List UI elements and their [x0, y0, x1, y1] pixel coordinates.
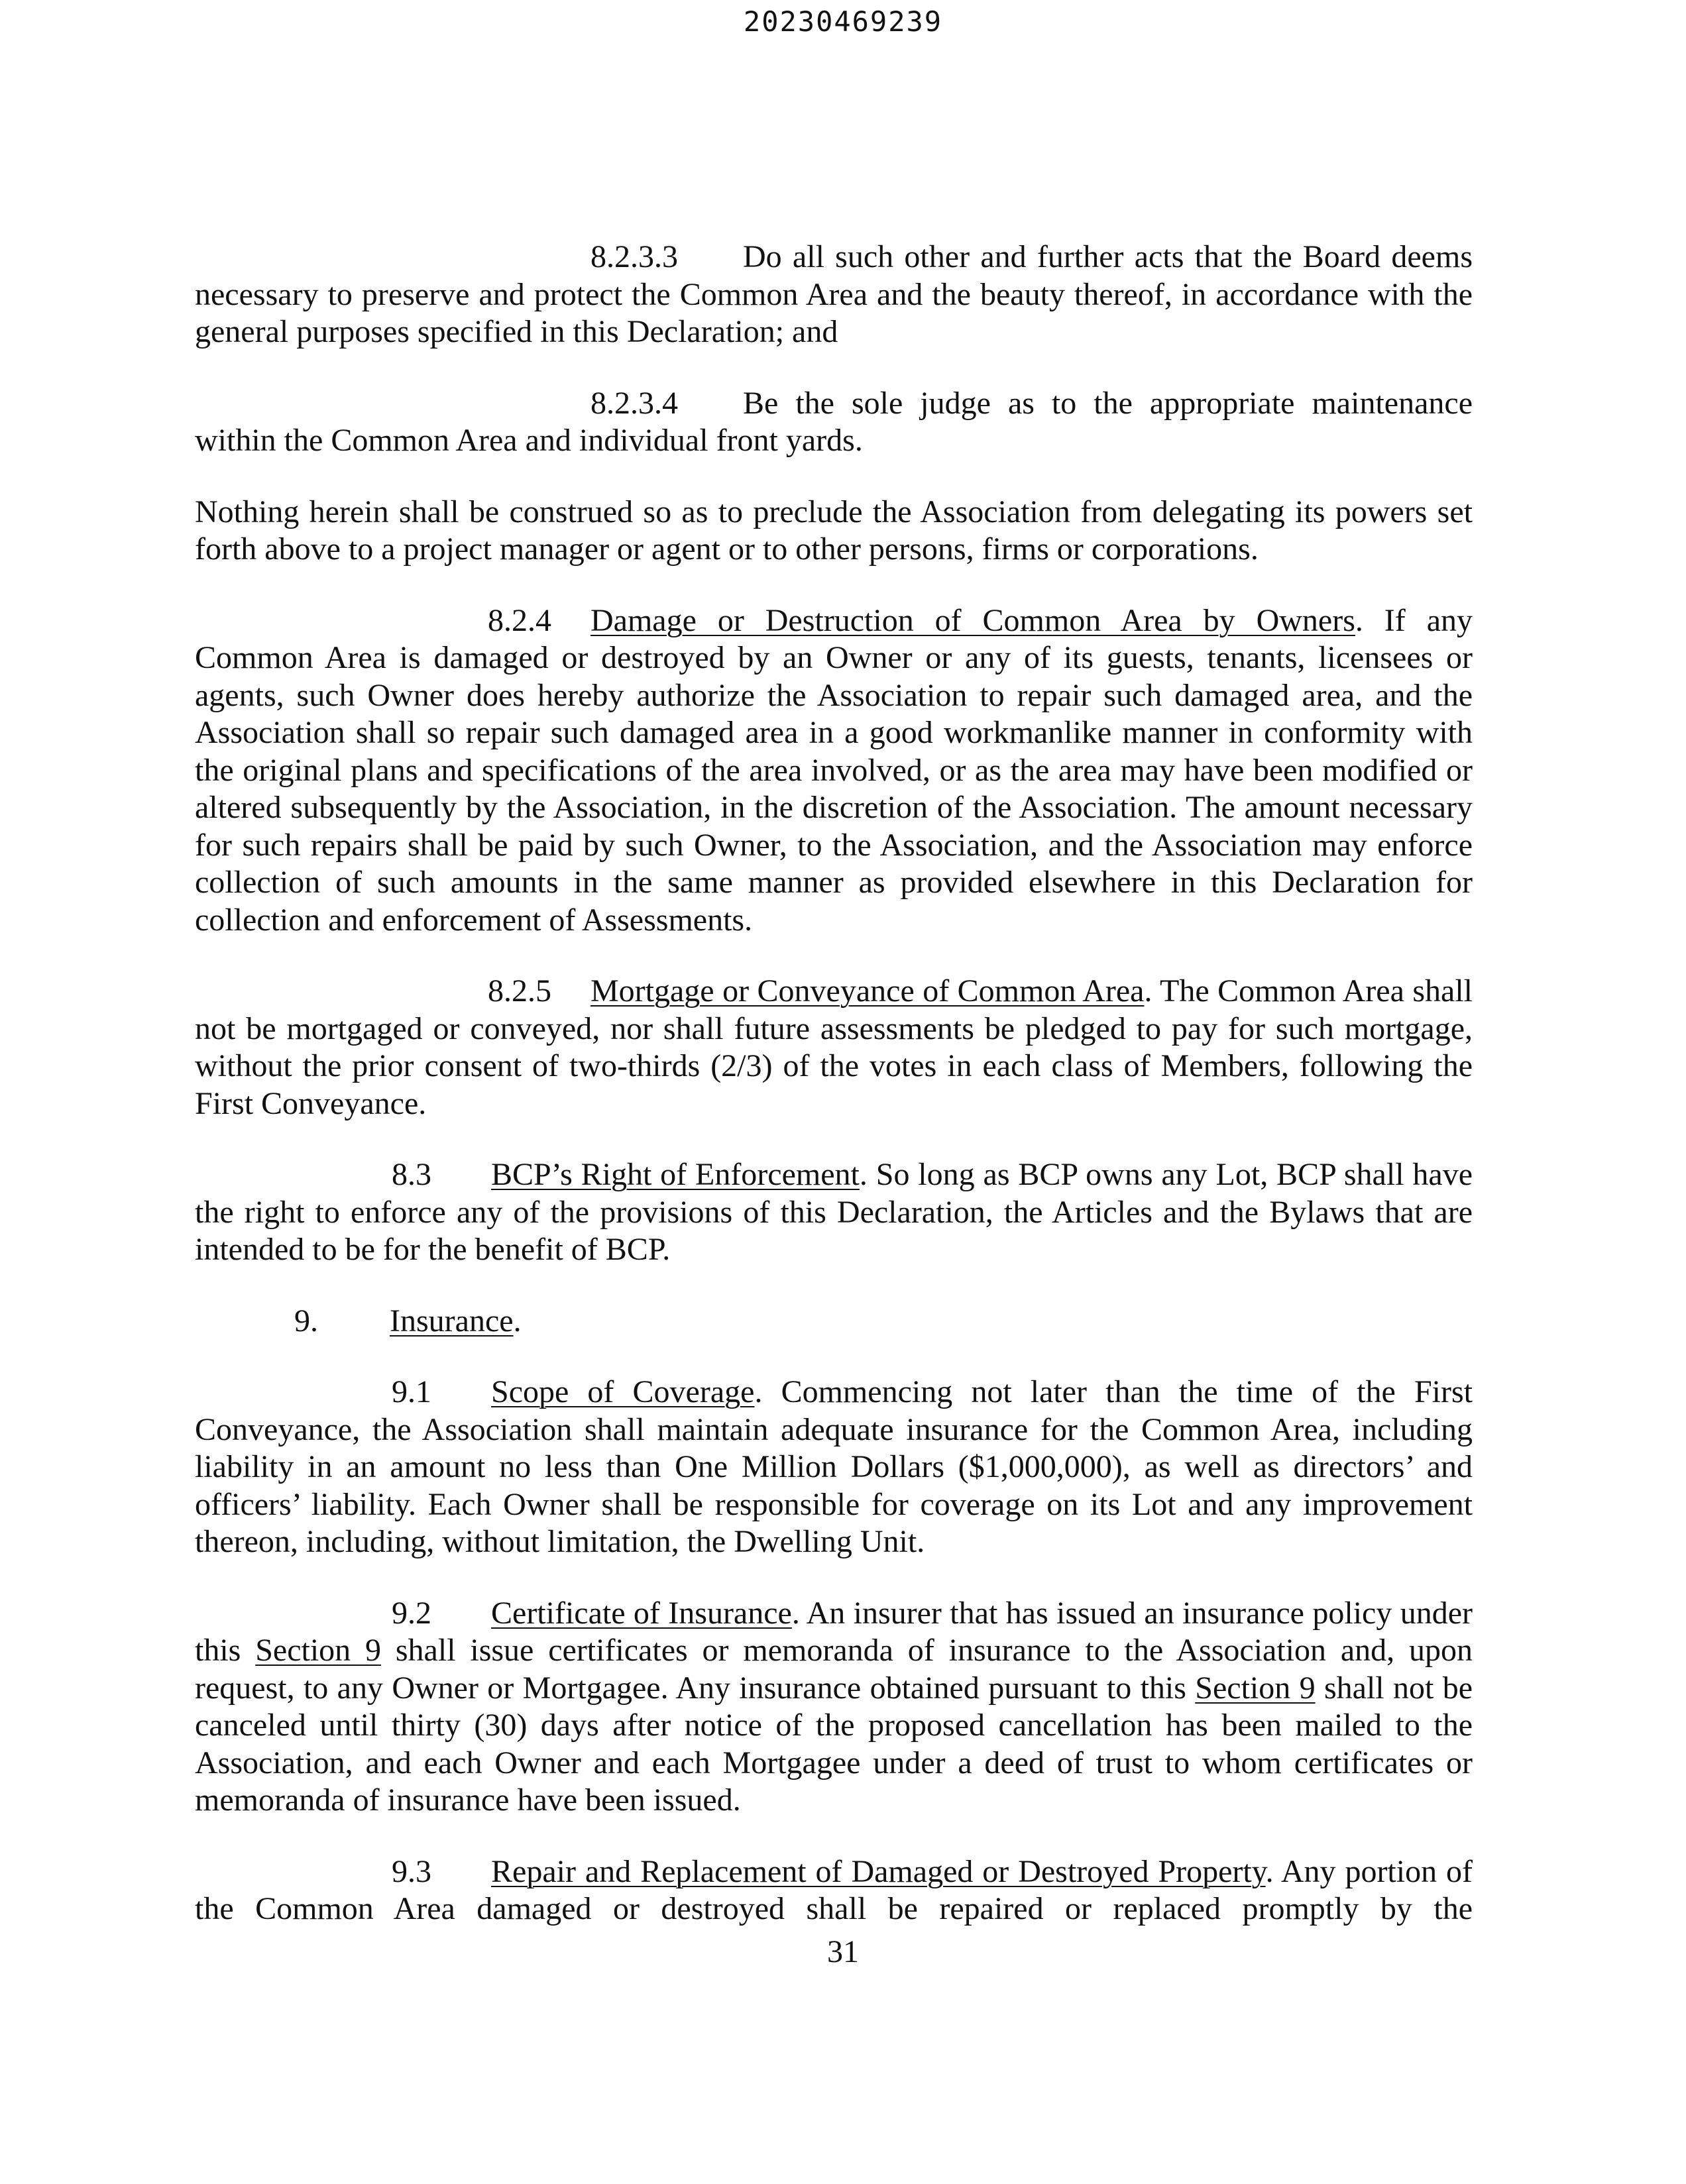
paragraph-text: . Commencing not later than the time of the First Conveyance, the Association shall maintain adequate insurance for the Common Area, including liability in an amount no less than One Million Dollars ($1,000,000), as well as directors’ and officers’ liability. Each Owner shall be responsible for coverage on its Lot and any improvement thereon, including, without limitation, the Dwelling Unit.: [195, 1374, 1473, 1559]
section-number: 8.2.5: [488, 973, 551, 1009]
section-number: 9.: [294, 1303, 318, 1338]
paragraph-text: . If any Common Area is damaged or destroyed by an Owner or any of its guests, tenants, licensees or agents, such Owner does hereby authorize the Association to repair such damaged area, and the Association shall so repair such damaged area in a good workmanlike manner in conformity with the original plans and specifications of the area involved, or as the area may have been modified or altered subsequently by the Association, in the discretion of the Association. The amount necessary for such repairs shall be paid by such Owner, to the Association, and the Association may enforce collection of such amounts in the same manner as provided elsewhere in this Declaration for collection and enforcement of Assessments.: [195, 602, 1473, 938]
section-heading: Mortgage or Conveyance of Common Area: [590, 973, 1145, 1009]
page-number: 31: [827, 1934, 859, 1969]
paragraph-text: . An insurer that has issued an insurance policy under this: [195, 1595, 1473, 1668]
paragraph-text: shall not be canceled until thirty (30) days after notice of the proposed cancellation has been mailed to the Association, and each Owner and each Mortgagee under a deed of trust to whom certificates or memoranda of insurance have been issued.: [195, 1670, 1473, 1818]
paragraph-8-3: [195, 1156, 1473, 1269]
paragraph-text: . The Common Area shall not be mortgaged or conveyed, nor shall future assessments be pledged to pay for such mortgage, without the prior consent of two-thirds (2/3) of the votes in each class of Members, following the First Conveyance.: [195, 973, 1473, 1121]
paragraph-9: [195, 1303, 1473, 1340]
section-heading: Insurance: [390, 1303, 514, 1338]
section-number: 9.2: [392, 1595, 431, 1631]
section-number: 9.1: [392, 1374, 431, 1409]
section-number: 8.2.3.4: [590, 385, 678, 421]
section-number: 8.2.3.3: [590, 239, 678, 274]
paragraph-text: .: [513, 1303, 522, 1338]
paragraph-9-1: [195, 1374, 1473, 1561]
paragraph-8-2-3-3: [195, 239, 1473, 351]
section-number: 8.2.4: [488, 602, 551, 638]
paragraph-9-2: [195, 1595, 1473, 1820]
paragraph-8-2-3-4: [195, 385, 1473, 460]
section-heading: Repair and Replacement of Damaged or Destroyed Property: [491, 1853, 1266, 1889]
section-number: 8.3: [392, 1157, 431, 1192]
document-number: 20230469239: [743, 5, 943, 38]
paragraph-text: shall issue certificates or memoranda of insurance to the Association and, upon request, to any Owner or Mortgagee. Any insurance obtained pursuant to this: [195, 1633, 1473, 1706]
paragraph-text: . Any portion of the Common Area damaged or destroyed shall be repaired or replaced promptly by the: [195, 1853, 1473, 1926]
paragraph-text: . So long as BCP owns any Lot, BCP shall have the right to enforce any of the provisions of this Declaration, the Articles and the Bylaws that are intended to be for the benefit of BCP.: [195, 1157, 1473, 1267]
paragraph-text: Do all such other and further acts that the Board deems necessary to preserve and protect the Common Area and the beauty thereof, in accordance with the general purposes specified in this Declaration; and: [195, 239, 1473, 349]
section-heading: Scope of Coverage: [491, 1374, 755, 1409]
document-body: [195, 239, 1473, 1928]
section-heading: BCP’s Right of Enforcement: [491, 1157, 860, 1192]
section-reference: Section 9: [255, 1633, 382, 1668]
paragraph-text: Be the sole judge as to the appropriate maintenance within the Common Area and individual front yards.: [195, 385, 1473, 458]
paragraph-text: Nothing herein shall be construed so as to preclude the Association from delegating its powers set forth above to a project manager or agent or to other persons, firms or corporations.: [195, 494, 1473, 567]
section-heading: Certificate of Insurance: [491, 1595, 792, 1631]
section-heading: Damage or Destruction of Common Area by Owners: [590, 602, 1355, 638]
paragraph-nothing-herein: [195, 494, 1473, 569]
paragraph-8-2-5: [195, 973, 1473, 1122]
section-number: 9.3: [392, 1853, 431, 1889]
section-reference: Section 9: [1195, 1670, 1316, 1706]
paragraph-8-2-4: [195, 602, 1473, 940]
paragraph-9-3: [195, 1853, 1473, 1928]
